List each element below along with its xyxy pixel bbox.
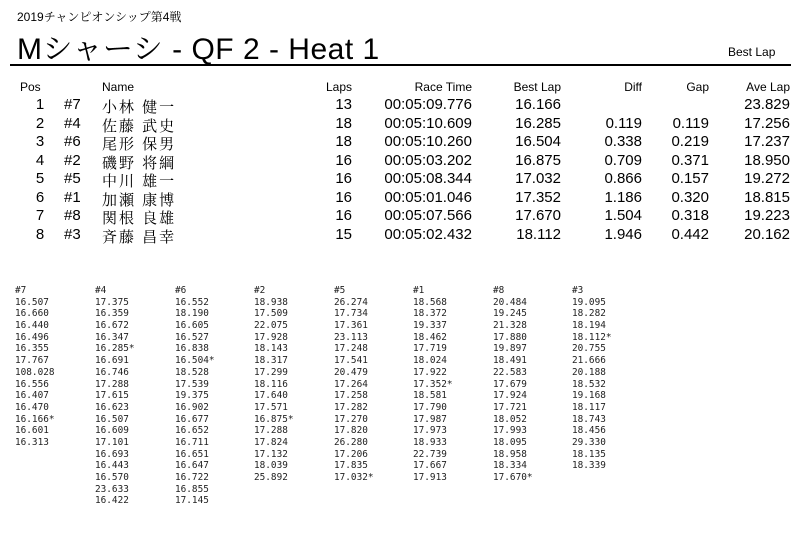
pos: 1 [35, 96, 45, 113]
lap-time: 20.188 [572, 366, 606, 378]
car-number: #4 [64, 114, 81, 132]
result-row [0, 226, 800, 244]
laps: 18 [335, 114, 352, 132]
lap-time: 16.440 [15, 320, 49, 332]
lap-time: 16.359 [95, 308, 129, 320]
car-number: #5 [64, 170, 81, 187]
diff: 0.119 [605, 114, 642, 132]
lap-time: 17.790 [413, 401, 447, 413]
lap-time: 18.938 [254, 296, 288, 308]
lap-time: 17.820 [334, 425, 368, 437]
lap-time: 17.913 [413, 472, 447, 483]
race-time: 00:05:09.776 [384, 96, 472, 113]
best-lap: 17.670 [515, 207, 561, 224]
lap-time: 17.032* [334, 472, 374, 483]
lap-time: 16.527 [175, 331, 209, 343]
lap-time: 23.633 [95, 483, 129, 495]
lap-time: 18.190 [175, 308, 209, 320]
pos: 3 [35, 133, 45, 150]
lap-time: 17.145 [175, 495, 209, 507]
lap-time: 18.282 [572, 308, 606, 320]
pos: 2 [35, 114, 45, 132]
sort-label: Best Lap [728, 45, 776, 59]
gap: 0.318 [671, 207, 709, 224]
gap: 0.119 [672, 114, 709, 132]
driver-name: 斉藤 昌幸 [102, 228, 177, 246]
lap-time: 18.143 [254, 343, 288, 355]
lap-time: 29.330 [572, 436, 606, 448]
pos: 8 [35, 225, 45, 243]
gap: 0.442 [671, 225, 709, 243]
best-lap: 17.032 [515, 170, 561, 187]
lap-time: 17.721 [493, 401, 527, 413]
best-lap: 18.112 [516, 225, 561, 243]
header-divider [10, 64, 791, 66]
driver-name: 小林 健一 [102, 99, 177, 116]
col-name: Name [102, 80, 135, 94]
result-row [0, 96, 800, 114]
driver-name: 中川 雄一 [102, 173, 177, 190]
lap-column-car: #1 [413, 285, 425, 296]
page-title: Mシャーシ - QF 2 - Heat 1 [17, 33, 380, 66]
lap-column-car: #8 [493, 285, 505, 296]
laps: 13 [335, 96, 352, 113]
ave-lap: 23.829 [744, 96, 790, 113]
lap-time: 16.838 [175, 343, 209, 355]
lap-time: 16.605 [175, 320, 209, 332]
best-lap: 17.352 [515, 188, 561, 206]
driver-name: 関根 良雄 [102, 210, 177, 227]
best-lap: 16.504 [515, 133, 561, 150]
lap-time: 16.672 [95, 320, 129, 332]
lap-time: 19.897 [493, 343, 527, 355]
lap-time: 17.101 [95, 436, 129, 448]
lap-time: 18.135 [572, 448, 606, 460]
car-number: #2 [64, 151, 81, 169]
lap-time: 18.334 [493, 460, 527, 472]
laps: 18 [335, 133, 352, 150]
gap: 0.371 [671, 151, 709, 169]
lap-time: 16.313 [15, 436, 49, 448]
lap-time: 17.361 [334, 320, 368, 332]
lap-column [334, 285, 374, 484]
lap-time: 17.667 [413, 460, 447, 472]
car-number: #6 [64, 133, 81, 150]
lap-time: 17.270 [334, 413, 368, 425]
lap-time: 18.024 [413, 355, 447, 367]
lap-time: 18.532 [572, 378, 606, 390]
lap-time: 16.407 [15, 390, 49, 402]
lap-time: 17.132 [254, 448, 288, 460]
lap-time: 18.462 [413, 331, 447, 343]
lap-time: 16.691 [95, 355, 129, 367]
result-row [0, 152, 800, 170]
result-row [0, 207, 800, 225]
best-lap: 16.166 [515, 96, 561, 113]
lap-column-car: #3 [572, 285, 584, 296]
lap-time: 17.541 [334, 355, 368, 367]
lap-time: 18.052 [493, 413, 527, 425]
lap-time: 17.880 [493, 331, 527, 343]
pos: 4 [35, 151, 45, 169]
lap-time: 16.902 [175, 401, 209, 413]
lap-time: 18.116 [254, 378, 288, 390]
car-number: #8 [64, 207, 81, 224]
lap-time: 16.677 [175, 413, 209, 425]
car-number: #3 [64, 225, 81, 243]
lap-time: 16.711 [175, 436, 209, 448]
lap-column-car: #2 [254, 285, 266, 296]
pos: 6 [35, 188, 45, 206]
lap-time: 16.507 [15, 296, 49, 308]
lap-time: 19.337 [413, 320, 447, 332]
lap-time: 25.892 [254, 472, 288, 483]
diff: 0.338 [604, 133, 642, 150]
lap-time: 26.280 [334, 436, 368, 448]
lap-time: 16.570 [95, 472, 129, 483]
lap-column [254, 285, 294, 484]
ave-lap: 19.223 [744, 207, 790, 224]
lap-time: 17.824 [254, 436, 288, 448]
lap-time: 18.456 [572, 425, 606, 437]
lap-time: 22.075 [254, 320, 288, 332]
lap-time: 16.652 [175, 425, 209, 437]
gap: 0.157 [671, 170, 709, 187]
lap-time: 17.258 [334, 390, 368, 402]
lap-time: 17.375 [95, 296, 129, 308]
lap-time: 16.470 [15, 401, 49, 413]
lap-time: 18.568 [413, 296, 447, 308]
lap-time: 16.875* [254, 413, 294, 425]
lap-time: 17.282 [334, 401, 368, 413]
lap-time: 18.958 [493, 448, 527, 460]
lap-time: 17.288 [95, 378, 129, 390]
lap-time: 18.112* [572, 331, 612, 343]
lap-time: 16.347 [95, 331, 129, 343]
lap-time: 18.528 [175, 366, 209, 378]
lap-time: 17.206 [334, 448, 368, 460]
race-time: 00:05:01.046 [384, 188, 472, 206]
result-row [0, 189, 800, 207]
lap-time: 26.274 [334, 296, 368, 308]
lap-time: 22.739 [413, 448, 447, 460]
lap-time: 16.647 [175, 460, 209, 472]
lap-time: 16.623 [95, 401, 129, 413]
lap-column-car: #7 [15, 285, 27, 296]
driver-name: 加瀬 康博 [102, 191, 177, 209]
gap: 0.219 [671, 133, 709, 150]
race-time: 00:05:10.260 [384, 133, 472, 150]
lap-time: 19.168 [572, 390, 606, 402]
lap-time: 16.285* [95, 343, 135, 355]
lap-time: 21.328 [493, 320, 527, 332]
lap-time: 16.556 [15, 378, 49, 390]
pos: 5 [35, 170, 45, 187]
lap-time: 16.507 [95, 413, 129, 425]
lap-column [95, 285, 135, 507]
lap-time: 16.443 [95, 460, 129, 472]
lap-time: 17.987 [413, 413, 447, 425]
ave-lap: 17.237 [744, 133, 790, 150]
lap-time: 16.552 [175, 296, 209, 308]
lap-time: 17.615 [95, 390, 129, 402]
lap-column [175, 285, 215, 507]
lap-time: 19.245 [493, 308, 527, 320]
lap-time: 18.491 [493, 355, 527, 367]
col-diff: Diff [624, 80, 642, 94]
lap-time: 17.835 [334, 460, 368, 472]
lap-time: 16.601 [15, 425, 49, 437]
lap-time: 16.609 [95, 425, 129, 437]
laps: 16 [335, 151, 352, 169]
lap-time: 19.375 [175, 390, 209, 402]
lap-column [572, 285, 612, 472]
ave-lap: 20.162 [744, 225, 790, 243]
driver-name: 佐藤 武史 [102, 117, 177, 135]
lap-time: 23.113 [334, 331, 368, 343]
lap-time: 18.117 [572, 401, 606, 413]
lap-column [413, 285, 453, 484]
lap-time: 17.993 [493, 425, 527, 437]
lap-time: 18.095 [493, 436, 527, 448]
lap-time: 18.933 [413, 436, 447, 448]
col-gap: Gap [686, 80, 709, 94]
race-time: 00:05:08.344 [384, 170, 472, 187]
laps: 16 [335, 188, 352, 206]
lap-time: 17.922 [413, 366, 447, 378]
race-time: 00:05:02.432 [384, 225, 472, 243]
lap-time: 18.372 [413, 308, 447, 320]
lap-time: 21.666 [572, 355, 606, 367]
lap-time: 17.352* [413, 378, 453, 390]
lap-time: 17.973 [413, 425, 447, 437]
lap-time: 16.746 [95, 366, 129, 378]
laps: 15 [335, 225, 352, 243]
lap-column [15, 285, 55, 449]
lap-time: 20.479 [334, 366, 368, 378]
lap-time: 16.504* [175, 355, 215, 367]
lap-time: 108.028 [15, 366, 55, 378]
lap-column [493, 285, 533, 484]
lap-time: 16.660 [15, 308, 49, 320]
lap-time: 20.755 [572, 343, 606, 355]
lap-time: 16.693 [95, 448, 129, 460]
lap-column-car: #4 [95, 285, 107, 296]
lap-column-car: #6 [175, 285, 187, 296]
ave-lap: 18.815 [744, 188, 790, 206]
lap-time: 17.509 [254, 308, 288, 320]
lap-time: 18.317 [254, 355, 288, 367]
lap-time: 16.855 [175, 483, 209, 495]
lap-time: 17.670* [493, 472, 533, 483]
diff: 1.186 [604, 188, 642, 206]
lap-time: 17.734 [334, 308, 368, 320]
lap-time: 17.248 [334, 343, 368, 355]
lap-time: 17.288 [254, 425, 288, 437]
lap-time: 22.583 [493, 366, 527, 378]
lap-time: 18.194 [572, 320, 606, 332]
lap-time: 16.496 [15, 331, 49, 343]
lap-time: 18.743 [572, 413, 606, 425]
event-name: 2019チャンピオンシップ第4戦 [17, 10, 182, 24]
lap-time: 17.924 [493, 390, 527, 402]
lap-time: 17.767 [15, 355, 49, 367]
race-time: 00:05:07.566 [384, 207, 472, 224]
pos: 7 [35, 207, 45, 224]
laps: 16 [335, 170, 352, 187]
lap-time: 17.264 [334, 378, 368, 390]
result-row [0, 133, 800, 151]
lap-column-car: #5 [334, 285, 346, 296]
lap-time: 17.299 [254, 366, 288, 378]
gap: 0.320 [671, 188, 709, 206]
lap-time: 19.095 [572, 296, 606, 308]
lap-time: 18.339 [572, 460, 606, 472]
ave-lap: 18.950 [744, 151, 790, 169]
lap-time: 16.422 [95, 495, 129, 507]
lap-time: 17.539 [175, 378, 209, 390]
car-number: #7 [64, 96, 81, 113]
car-number: #1 [64, 188, 81, 206]
lap-time: 17.679 [493, 378, 527, 390]
col-laps: Laps [325, 80, 352, 94]
result-row [0, 115, 800, 133]
ave-lap: 19.272 [744, 170, 790, 187]
best-lap: 16.875 [515, 151, 561, 169]
driver-name: 尾形 保男 [102, 136, 177, 153]
lap-time: 18.581 [413, 390, 447, 402]
lap-time: 18.039 [254, 460, 288, 472]
col-best-lap: Best Lap [513, 80, 561, 94]
diff: 0.866 [604, 170, 642, 187]
race-time: 00:05:10.609 [384, 114, 472, 132]
driver-name: 磯野 将綱 [102, 154, 177, 172]
diff: 1.504 [604, 207, 642, 224]
lap-time: 17.928 [254, 331, 288, 343]
lap-time: 17.640 [254, 390, 288, 402]
best-lap: 16.285 [515, 114, 561, 132]
col-race-time: Race Time [414, 80, 472, 94]
lap-time: 17.719 [413, 343, 447, 355]
lap-time: 16.355 [15, 343, 49, 355]
result-row [0, 170, 800, 188]
lap-time: 17.571 [254, 401, 288, 413]
lap-time: 16.651 [175, 448, 209, 460]
lap-time: 16.722 [175, 472, 209, 483]
lap-time: 20.484 [493, 296, 527, 308]
col-ave-lap: Ave Lap [746, 80, 790, 94]
diff: 0.709 [604, 151, 642, 169]
lap-time: 16.166* [15, 413, 55, 425]
col-pos: Pos [20, 80, 41, 94]
laps: 16 [335, 207, 352, 224]
ave-lap: 17.256 [744, 114, 790, 132]
diff: 1.946 [604, 225, 642, 243]
race-time: 00:05:03.202 [384, 151, 472, 169]
